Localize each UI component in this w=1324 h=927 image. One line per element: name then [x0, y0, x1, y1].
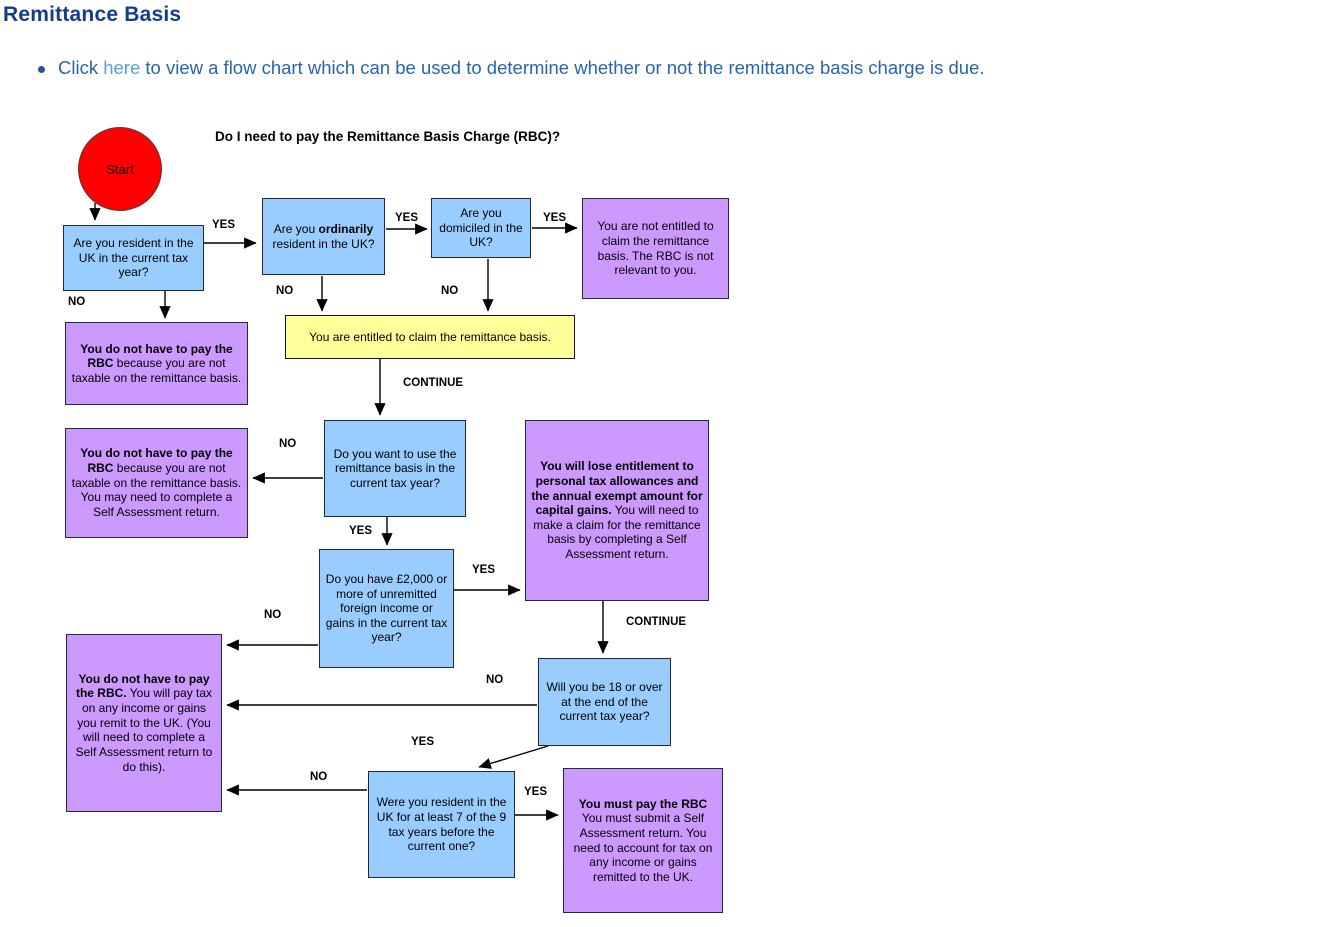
- node-text: Will you be 18 or over at the end of the current tax year?: [546, 680, 663, 724]
- node-ordinarily-resident: [262, 198, 385, 275]
- edge-label-yes: YES: [472, 564, 496, 576]
- node-entitled: [285, 315, 575, 359]
- edge-label-continue: CONTINUE: [626, 616, 687, 628]
- node-text: Are you ordinarily resident in the UK?: [272, 221, 375, 251]
- edge-label-yes: YES: [524, 786, 548, 798]
- edge-label-no: NO: [276, 285, 294, 297]
- node-text: You do not have to pay the RBC because you are not taxable on the remittance basis.: [71, 341, 242, 385]
- node-7-of-9-years: [368, 771, 515, 878]
- page-title: Remittance Basis: [3, 3, 182, 26]
- bullet-item: [38, 57, 1318, 79]
- node-lose-allowances: [525, 420, 709, 601]
- edge-label-no: NO: [486, 674, 504, 686]
- edge-label-yes: YES: [395, 212, 419, 224]
- node-text: You do not have to pay the RBC because you are not taxable on the remittance basis. You may need to complete a Self Assessment return.: [71, 446, 242, 519]
- bullet-icon: [38, 66, 45, 73]
- node-no-rbc-self-assessment: [65, 428, 248, 538]
- node-no-rbc-not-taxable: [65, 322, 248, 405]
- edge-label-no: NO: [310, 771, 328, 783]
- edge-label-continue: CONTINUE: [403, 377, 464, 389]
- start-node-label: Start: [106, 161, 134, 177]
- node-text: Are you domiciled in the UK?: [439, 206, 523, 250]
- edge-label-no: NO: [264, 609, 282, 621]
- start-node: [78, 127, 162, 211]
- node-text: Are you resident in the UK in the current tax year?: [73, 236, 194, 280]
- node-must-pay-rbc: [563, 768, 723, 913]
- edge-label-yes: YES: [212, 219, 236, 231]
- edge-label-no: NO: [279, 438, 297, 450]
- node-no-rbc-remit-tax: [66, 634, 222, 812]
- edge-label-yes: YES: [411, 736, 435, 748]
- node-text: You are not entitled to claim the remittance basis. The RBC is not relevant to you.: [597, 219, 714, 278]
- bullet-text: [58, 57, 985, 79]
- edge-label-no: NO: [68, 296, 86, 308]
- node-text: You must pay the RBC You must submit a Self Assessment return. You need to account for tax on any income or gains remitted to the UK.: [573, 796, 713, 884]
- node-text: You do not have to pay the RBC. You will pay tax on any income or gains you remit to the UK. (You will need to complete a Self Assessment return to do this).: [75, 671, 213, 774]
- node-18-or-over: [538, 658, 671, 746]
- node-text: Do you have £2,000 or more of unremitted foreign income or gains in the current tax year?: [325, 571, 448, 645]
- bullet-text-after: to view a flow chart which can be used to determine whether or not the remittance basis charge is due.: [140, 57, 985, 78]
- edge-label-yes: YES: [349, 525, 373, 537]
- flowchart-title: Do I need to pay the Remittance Basis Charge (RBC)?: [215, 129, 561, 144]
- edge-label-yes: YES: [543, 212, 567, 224]
- node-not-entitled: [582, 198, 729, 299]
- flow-chart-link[interactable]: here: [103, 57, 141, 78]
- node-2000-unremitted: [319, 549, 454, 668]
- bullet-text-before: Click: [58, 57, 104, 78]
- node-domiciled: [431, 198, 531, 258]
- node-resident-current-year: [63, 225, 204, 291]
- node-text: Do you want to use the remittance basis in the current tax year?: [333, 446, 457, 490]
- node-want-to-use: [324, 420, 466, 517]
- edge-label-no: NO: [441, 285, 459, 297]
- node-text: Were you resident in the UK for at least 7 of the 9 tax years before the current one?: [376, 795, 507, 854]
- node-text: You will lose entitlement to personal tax allowances and the annual exempt amount for capital gains. You will need to make a claim for the remittance basis by completing a Self Assessment return.: [531, 459, 703, 562]
- node-text: You are entitled to claim the remittance basis.: [309, 329, 551, 344]
